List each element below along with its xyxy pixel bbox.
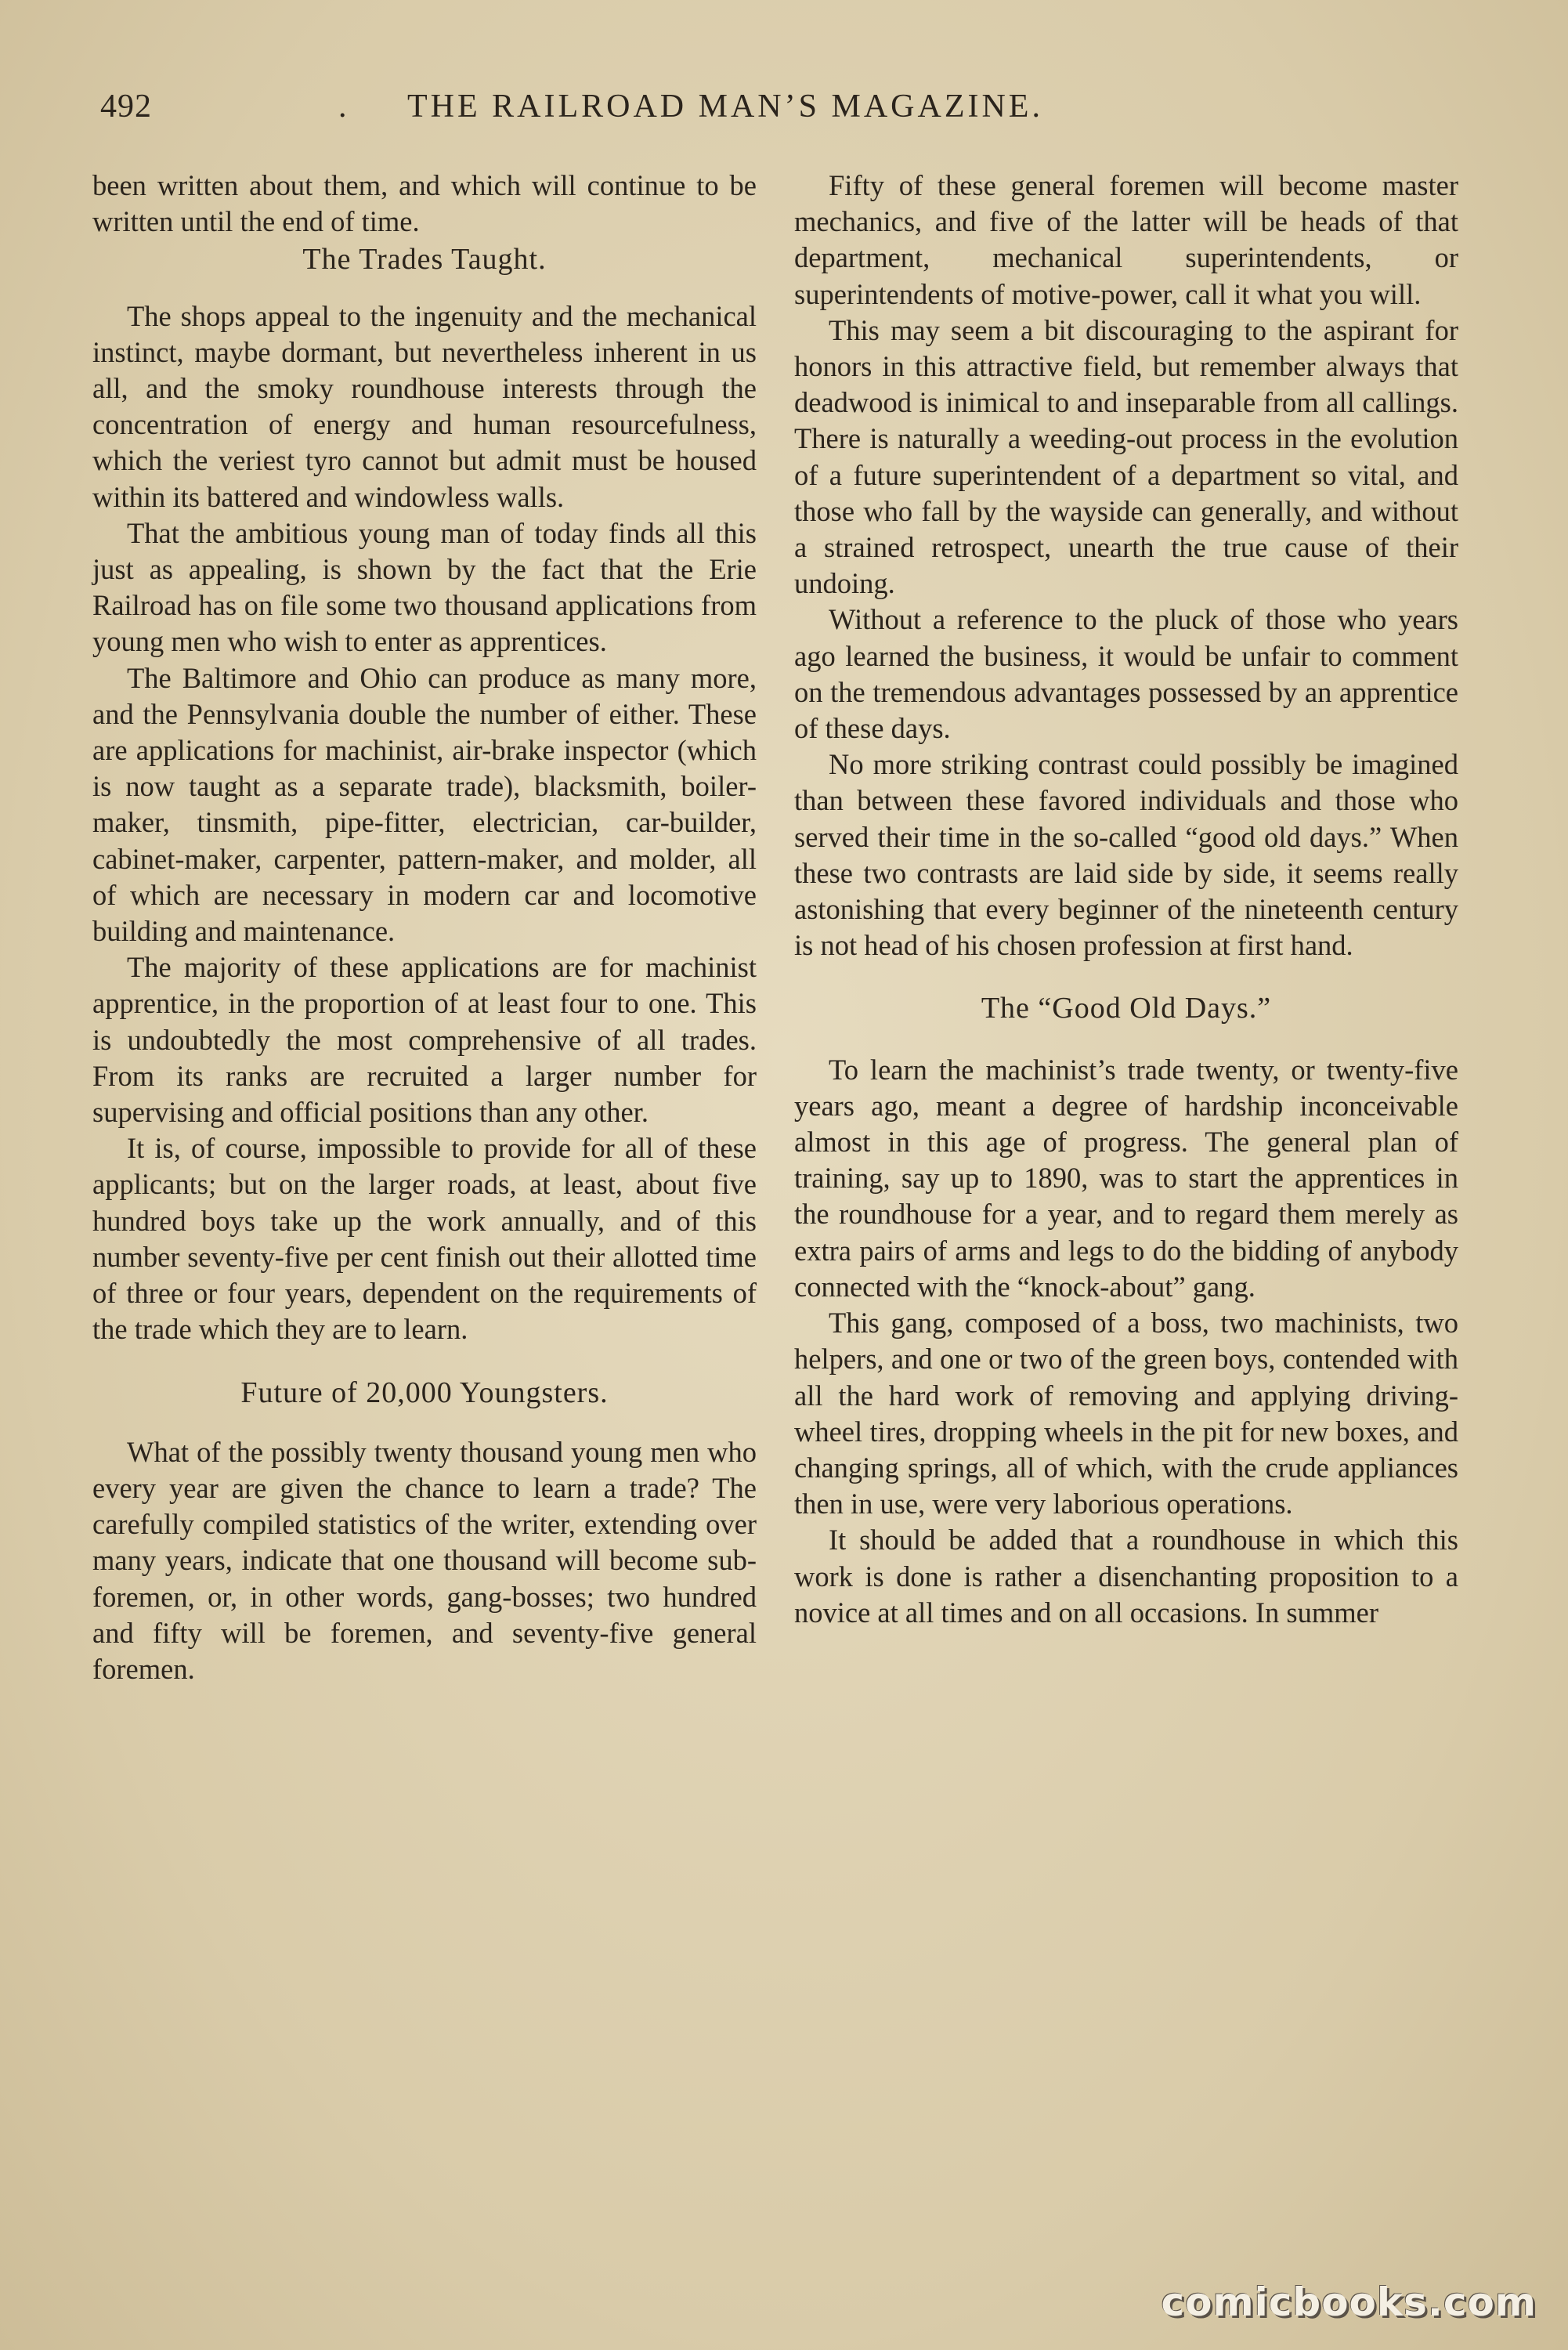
- paragraph: Fifty of these general foremen will become master mechanics, and five of the latter will be heads of that department, mechanical superintendents, or superintendents of motive-power, call it what you will.: [794, 169, 1458, 310]
- section-heading-future-youngsters: Future of 20,000 Youngsters.: [240, 1376, 609, 1409]
- paragraph: The Baltimore and Ohio can produce as many more, and the Pennsylvania double the number of either. These are applications for machinist, air-brake inspector (which is now taught as a separate trade), blacksmith, boiler-maker, tinsmith, pipe-fitter, electrician, car-builder, cabinet-maker, carpenter, pattern-maker, and molder, all of which are necessary in modern car and locomotive building and maintenance.: [92, 661, 757, 948]
- paragraph: The majority of these applications are for machinist apprentice, in the proportion of at least four to one. This is undoubtedly the most comprehensive of all trades. From its ranks are recruited a larger number for supervising and official positions than any other.: [92, 951, 757, 1129]
- header-separator: .: [338, 89, 347, 125]
- page-header: [0, 88, 1568, 135]
- paragraph: It is, of course, impossible to provide for all of these applicants; but on the larger roads, at least, about five hundred boys take up the work annually, and of this number seventy-five per cent finish out their allotted time of three or four years, dependent on the requirements of the trade which they are to learn.: [92, 1132, 757, 1346]
- section-heading-trades-taught: The Trades Taught.: [302, 243, 547, 277]
- paragraph: Without a reference to the pluck of those who years ago learned the business, it would be unfair to comment on the tremendous advantages possessed by an apprentice of these days.: [794, 603, 1458, 745]
- right-column: [794, 168, 1458, 1631]
- left-column: [92, 168, 757, 1687]
- paragraph: What of the possibly twenty thousand young men who every year are given the chance to learn a trade? The carefully compiled statistics of the writer, extending over many years, indicate that one thousand will become sub-foremen, or, in other words, gang-bosses; two hundred and fifty will be foremen, and seventy-five general foremen.: [92, 1435, 757, 1685]
- paragraph-intro: been written about them, and which will continue to be written until the end of time.: [92, 169, 757, 238]
- paragraph: The shops appeal to the ingenuity and the mechanical instinct, maybe dormant, but nevertheless inherent in us all, and the smoky roundhouse interests through the concentration of energy and human resourcefulness, which the veriest tyro cannot but admit must be housed within its battered and windowless walls.: [92, 299, 757, 513]
- paragraph: To learn the machinist’s trade twenty, or twenty-five years ago, meant a degree of hardship inconceivable almost in this age of progress. The general plan of training, say up to 1890, was to start the apprentices in the roundhouse for a year, and to regard them merely as extra pairs of arms and legs to do the bidding of anybody connected with the “knock-about” gang.: [794, 1053, 1458, 1303]
- page-number: 492: [100, 89, 152, 125]
- paragraph: That the ambitious young man of today finds all this just as appealing, is shown by the fact that the Erie Railroad has on file some two thousand applications from young men who wish to enter as apprentices.: [92, 516, 757, 658]
- paragraph: It should be added that a roundhouse in which this work is done is rather a disenchanting proposition to a novice at all times and on all occasions. In summer: [794, 1524, 1458, 1629]
- paragraph: This may seem a bit discouraging to the aspirant for honors in this attractive field, but remember always that deadwood is inimical to and inseparable from all callings. There is naturally a weeding-out process in the evolution of a future superintendent of a department so vital, and those who fall by the wayside can generally, and without a strained retrospect, unearth the true cause of their undoing.: [794, 313, 1458, 600]
- paragraph: This gang, composed of a boss, two machinists, two helpers, and one or two of the green boys, contended with all the hard work of removing and applying driving-wheel tires, dropping wheels in the pit for new boxes, and changing springs, all of which, with the crude appliances then in use, were very laborious operations.: [794, 1307, 1458, 1520]
- running-title: THE RAILROAD MAN’S MAGAZINE.: [407, 89, 1043, 125]
- watermark-logo: comicbooks.com: [1161, 2280, 1537, 2325]
- section-heading-good-old-days: The “Good Old Days.”: [981, 992, 1272, 1025]
- paragraph: No more striking contrast could possibly be imagined than between these favored individuals and those who served their time in the so-called “good old days.” When these two contrasts are laid side by side, it seems really astonishing that every beginner of the nineteenth century is not head of his chosen profession at first hand.: [794, 748, 1458, 962]
